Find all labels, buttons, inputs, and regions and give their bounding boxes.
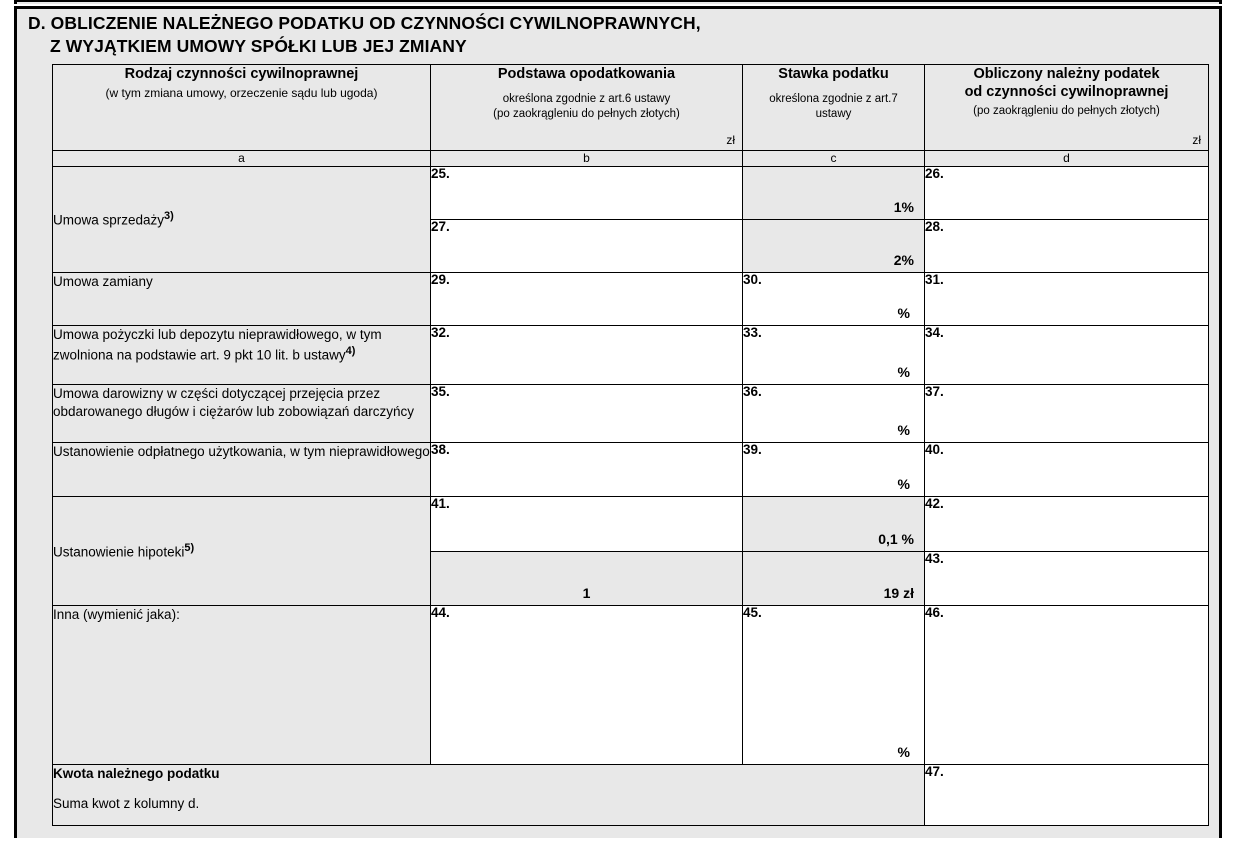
field-number-38: 38. — [431, 442, 450, 457]
field-rate-30[interactable] — [743, 273, 925, 326]
row-label-other-text: Inna — [53, 607, 80, 622]
header-calculated-tax-title-line1: Obliczony należny podatek — [973, 66, 1160, 82]
field-tax-40[interactable] — [925, 443, 1209, 497]
field-number-45: 45. — [743, 605, 762, 620]
field-rate-45[interactable] — [743, 606, 925, 765]
field-number-33: 33. — [743, 325, 762, 340]
section-d-title-line1: D. OBLICZENIE NALEŻNEGO PODATKU OD CZYNNOŚCI CYWILNOPRAWNYCH, — [28, 13, 701, 33]
row-label-exchange-agreement-text: Umowa zamiany — [53, 274, 153, 289]
field-tax-47[interactable] — [925, 765, 1209, 826]
rate-value-2pct: 2% — [893, 252, 914, 268]
table-row-other — [53, 606, 1209, 765]
row-label-sale-agreement — [53, 167, 431, 273]
row-label-mortgage — [53, 497, 431, 606]
field-tax-37[interactable] — [925, 385, 1209, 443]
row-label-exchange-agreement — [53, 273, 431, 326]
column-letter-c: c — [743, 151, 925, 167]
header-tax-base-unit: zł — [726, 133, 735, 147]
field-number-43: 43. — [925, 551, 944, 566]
field-rate-2pct — [743, 220, 925, 273]
row-label-mortgage-text: Ustanowienie hipoteki — [53, 544, 185, 560]
field-number-26: 26. — [925, 166, 944, 181]
field-number-36: 36. — [743, 384, 762, 399]
field-number-37: 37. — [925, 384, 944, 399]
field-number-46: 46. — [925, 605, 944, 620]
table-column-letter-row — [53, 151, 1209, 167]
field-base-41[interactable] — [431, 497, 743, 552]
field-number-30: 30. — [743, 272, 762, 287]
header-activity-type-title: Rodzaj czynności cywilnoprawnej — [124, 66, 359, 82]
field-number-44: 44. — [431, 605, 450, 620]
field-number-35: 35. — [431, 384, 450, 399]
field-base-44[interactable] — [431, 606, 743, 765]
field-number-31: 31. — [925, 272, 944, 287]
table-row-loan-agreement — [53, 326, 1209, 385]
row-label-usufruct — [53, 443, 431, 497]
previous-section-edge — [14, 0, 1222, 4]
row-label-usufruct-text: Ustanowienie odpłatnego użytkowania, w tym nieprawidłowego — [53, 444, 430, 459]
field-number-25: 25. — [431, 166, 450, 181]
header-calculated-tax-title-line2: od czynności cywilnoprawnej — [964, 84, 1169, 101]
rate-value-mortgage-19zl: 19 zł — [883, 585, 914, 601]
row-label-donation-agreement-text: Umowa darowizny w części dotyczącej przejęcia przez obdarowanego długów i ciężarów lub zobowiązań darczyńcy — [53, 386, 414, 419]
rate-value-1pct: 1% — [893, 199, 914, 215]
rate-percent-sign-45: % — [897, 744, 910, 760]
column-letter-d: d — [925, 151, 1209, 167]
table-row-total — [53, 765, 1209, 826]
field-tax-28[interactable] — [925, 220, 1209, 273]
field-base-35[interactable] — [431, 385, 743, 443]
row-label-loan-agreement — [53, 326, 431, 385]
field-number-29: 29. — [431, 272, 450, 287]
row-label-sale-agreement-text: Umowa sprzedaży — [53, 212, 165, 228]
field-number-47: 47. — [925, 764, 944, 779]
rate-percent-sign-33: % — [897, 364, 910, 380]
base-value-mortgage-one: 1 — [582, 585, 591, 601]
field-base-25[interactable] — [431, 167, 743, 220]
field-base-27[interactable] — [431, 220, 743, 273]
header-tax-rate-sub: określona zgodnie z art.7 — [769, 93, 898, 106]
header-cell-tax-rate — [743, 65, 925, 151]
header-tax-rate-sub2: ustawy — [815, 108, 852, 121]
field-rate-1pct — [743, 167, 925, 220]
row-label-other — [53, 606, 431, 765]
table-row-mortgage-percentage — [53, 497, 1209, 552]
table-header-row — [53, 65, 1209, 151]
field-tax-34[interactable] — [925, 326, 1209, 385]
rate-percent-sign-36: % — [897, 422, 910, 438]
rate-percent-sign-39: % — [897, 476, 910, 492]
field-tax-46[interactable] — [925, 606, 1209, 765]
field-base-32[interactable] — [431, 326, 743, 385]
row-label-mortgage-footnote: 5) — [184, 541, 195, 554]
row-label-loan-agreement-footnote: 4) — [345, 344, 356, 357]
table-row-donation-agreement — [53, 385, 1209, 443]
field-base-mortgage-fixed-one — [431, 552, 743, 606]
row-label-other-hint: (wymienić jaka): — [83, 607, 180, 622]
header-cell-calculated-tax — [925, 65, 1209, 151]
field-number-32: 32. — [431, 325, 450, 340]
header-tax-rate-title: Stawka podatku — [778, 66, 889, 82]
row-label-loan-agreement-text: Umowa pożyczki lub depozytu nieprawidłowego, w tym zwolniona na podstawie art. 9 pkt 10 lit. b ustawy — [53, 327, 382, 363]
table-row-exchange-agreement — [53, 273, 1209, 326]
header-tax-base-sub2: (po zaokrągleniu do pełnych złotych) — [493, 108, 680, 121]
field-rate-mortgage-fixed-percent — [743, 497, 925, 552]
field-number-39: 39. — [743, 442, 762, 457]
total-label-line1: Kwota należnego podatku — [53, 766, 220, 781]
field-number-40: 40. — [925, 442, 944, 457]
section-d-title — [28, 12, 1208, 58]
header-calculated-tax-sub: (po zaokrągleniu do pełnych złotych) — [973, 105, 1160, 118]
field-number-28: 28. — [925, 219, 944, 234]
field-tax-26[interactable] — [925, 167, 1209, 220]
table-row-sale-1pct — [53, 167, 1209, 220]
field-rate-mortgage-19zl — [743, 552, 925, 606]
table-row-usufruct — [53, 443, 1209, 497]
header-calculated-tax-unit: zł — [1192, 133, 1201, 147]
header-tax-base-title: Podstawa opodatkowania — [497, 66, 676, 82]
total-label-cell — [53, 765, 925, 826]
column-letter-b: b — [431, 151, 743, 167]
column-letter-a: a — [53, 151, 431, 167]
field-tax-31[interactable] — [925, 273, 1209, 326]
field-tax-42[interactable] — [925, 497, 1209, 552]
field-tax-43[interactable] — [925, 552, 1209, 606]
field-rate-33[interactable] — [743, 326, 925, 385]
rate-value-mortgage-percent: 0,1 % — [878, 531, 914, 547]
section-d-title-line2: Z WYJĄTKIEM UMOWY SPÓŁKI LUB JEJ ZMIANY — [50, 36, 467, 57]
row-label-donation-agreement — [53, 385, 431, 443]
field-number-42: 42. — [925, 496, 944, 511]
field-number-27: 27. — [431, 219, 450, 234]
field-rate-39[interactable] — [743, 443, 925, 497]
rate-percent-sign-30: % — [897, 305, 910, 321]
header-cell-tax-base — [431, 65, 743, 151]
field-number-34: 34. — [925, 325, 944, 340]
field-base-29[interactable] — [431, 273, 743, 326]
total-label-line2: Suma kwot z kolumny d. — [53, 795, 200, 811]
field-base-38[interactable] — [431, 443, 743, 497]
field-number-41: 41. — [431, 496, 450, 511]
row-label-sale-agreement-footnote: 3) — [164, 210, 174, 223]
tax-calculation-table — [52, 64, 1209, 826]
field-rate-36[interactable] — [743, 385, 925, 443]
header-cell-activity-type — [53, 65, 431, 151]
header-tax-base-sub: określona zgodnie z art.6 ustawy — [502, 93, 671, 106]
header-activity-type-sub: (w tym zmiana umowy, orzeczenie sądu lub ugoda) — [105, 86, 378, 101]
